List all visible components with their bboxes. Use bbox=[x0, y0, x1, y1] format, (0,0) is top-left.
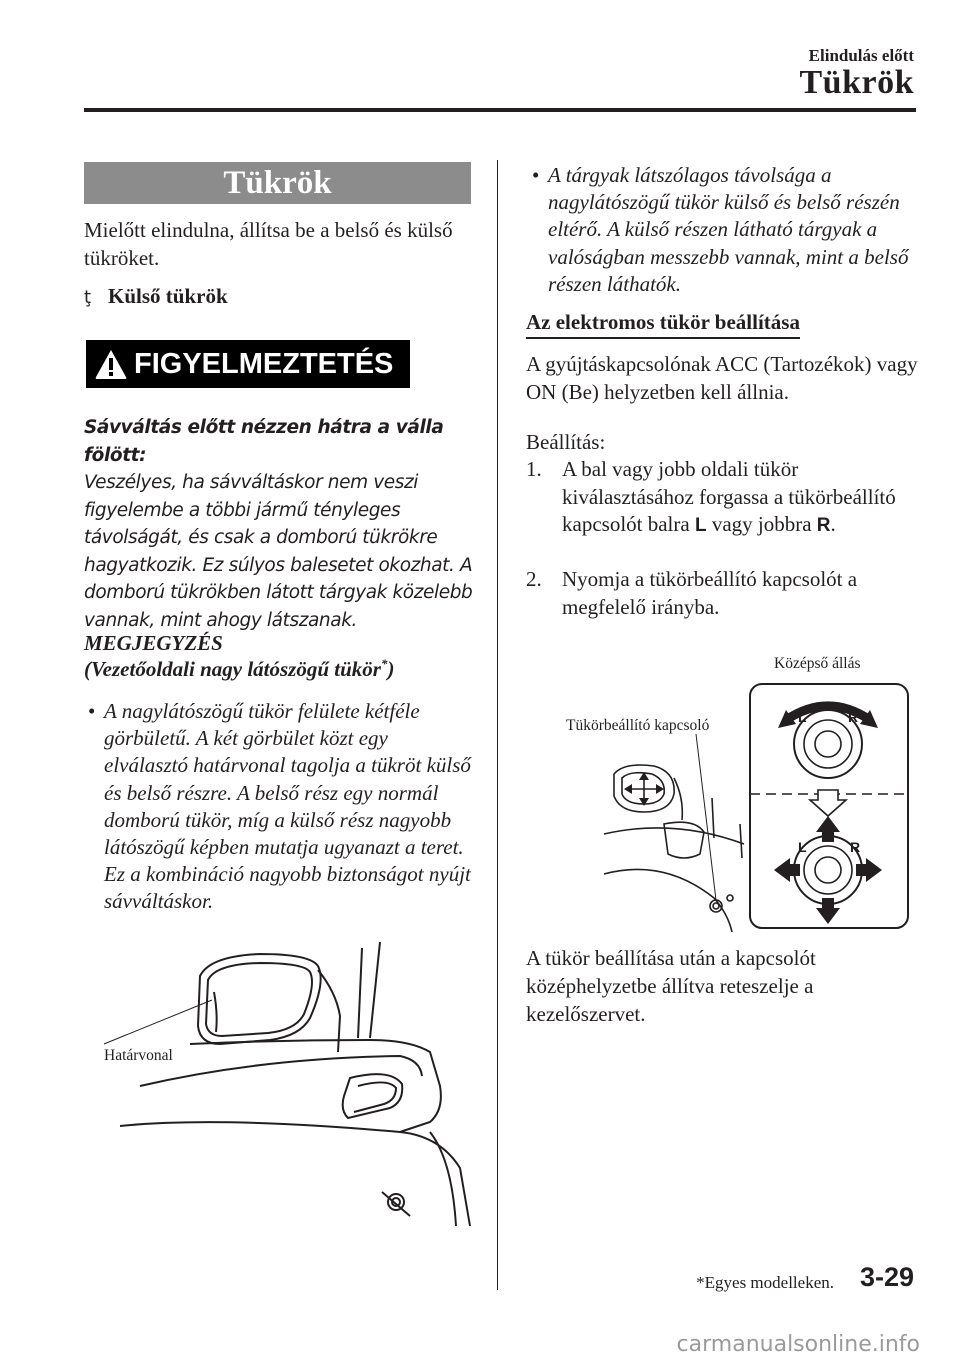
mirror-switch-illustration bbox=[564, 648, 914, 932]
knob-label-l: L bbox=[798, 839, 807, 855]
warning-body bbox=[84, 414, 476, 634]
figure-label-switch: Tükörbeállító kapcsoló bbox=[566, 717, 710, 734]
running-header-section: Elindulás előtt bbox=[808, 46, 914, 65]
warning-triangle-icon bbox=[94, 348, 128, 380]
column-divider bbox=[497, 160, 498, 1290]
step-1: 1. A bal vagy jobb oldali tükör kiválasztásához forgassa a tükörbeállító kapcsolót balra L vagy jobbra R. bbox=[526, 457, 896, 536]
note-bullet: • A nagylátószögű tükör felülete kétféle görbületű. A két görbület közt egy elválasztó határvonal tagolja a tükröt külső és belső részre. A belső rész egy normál domború tükör, míg a külső rész nagyobb látószögű képben mutatja ugyanazt a teret. Ez a kombináció nagyobb biztonságot nyújt sávváltáskor. bbox=[88, 699, 471, 914]
sub-heading-text: Külső tükrök bbox=[108, 284, 228, 308]
key-l: L bbox=[694, 515, 707, 536]
note-bullet-text: A nagylátószögű tükör felülete kétféle görbületű. A két görbület közt egy elválasztó határvonal tagolja a tükröt külső és belső részre. A belső rész egy normál domború tükör, míg a külső rész nagyobb látószögű képben mutatja ugyanazt a teret. Ez a kombináció nagyobb biztonságot nyújt sávváltáskor. bbox=[104, 699, 471, 914]
knob-label-r: R bbox=[848, 709, 859, 725]
warning-text: Veszélyes, ha sávváltáskor nem veszi figyelembe a többi jármű tényleges távolságát, és csak a domború tükrökre hagyatkozik. Ez súlyos balesetet okozhat. A domború tükrökben látott tárgyak közelebb vannak, mint ahogy látszanak. bbox=[84, 472, 473, 631]
heading-mark: ţ bbox=[84, 287, 92, 308]
ignition-paragraph: A gyújtáskapcsolónak ACC (Tartozékok) vagy ON (Be) helyzetben kell állnia. bbox=[526, 352, 918, 404]
header-rule bbox=[84, 108, 916, 112]
warning-lead: Sávváltás előtt nézzen hátra a válla fölött: bbox=[84, 417, 444, 466]
knob-label-l: L bbox=[798, 709, 807, 725]
settings-label: Beállítás: bbox=[526, 430, 606, 454]
watermark: carmanualsonline.info bbox=[676, 1332, 920, 1357]
mirror-illustration bbox=[100, 936, 480, 1232]
page-number: 3-29 bbox=[859, 1262, 914, 1292]
electric-mirror-heading: Az elektromos tükör beállítása bbox=[526, 310, 800, 339]
intro-paragraph: Mielőtt elindulna, állítsa be a belső és külső tükröket. bbox=[84, 218, 453, 270]
figure-label-boundary: Határvonal bbox=[104, 1047, 173, 1064]
running-header-title: Tükrök bbox=[799, 64, 914, 101]
figure-label-center: Középső állás bbox=[774, 655, 861, 672]
after-adjust-paragraph: A tükör beállítása után a kapcsolót középhelyzetbe állítva reteszelje a kezelőszervet. bbox=[526, 946, 816, 1026]
footnote: *Egyes modelleken. bbox=[696, 1273, 834, 1292]
step-2: 2. Nyomja a tükörbeállító kapcsolót a megfelelő irányba. bbox=[526, 567, 858, 619]
note-heading: MEGJEGYZÉS bbox=[84, 631, 223, 655]
knob-label-r: R bbox=[850, 839, 861, 855]
warning-banner bbox=[86, 340, 410, 388]
section-banner: Tükrök bbox=[84, 162, 471, 204]
warning-label: FIGYELMEZTETÉS bbox=[134, 348, 394, 380]
note-bullet-text: A tárgyak látszólagos távolsága a nagylátószögű tükör külső és belső részén eltérő. A külső részen látható tárgyak a valóságban messzebb vannak, mint a belső részen láthatók. bbox=[548, 163, 909, 296]
key-r: R bbox=[816, 515, 831, 536]
note-bullet: • A tárgyak látszólagos távolsága a nagylátószögű tükör külső és belső részén eltérő. A külső részen látható tárgyak a valóságban messzebb vannak, mint a belső részen láthatók. bbox=[532, 163, 909, 296]
sub-heading bbox=[84, 284, 228, 309]
note-subheading: (Vezetőoldali nagy látószögű tükör*) bbox=[84, 656, 395, 681]
